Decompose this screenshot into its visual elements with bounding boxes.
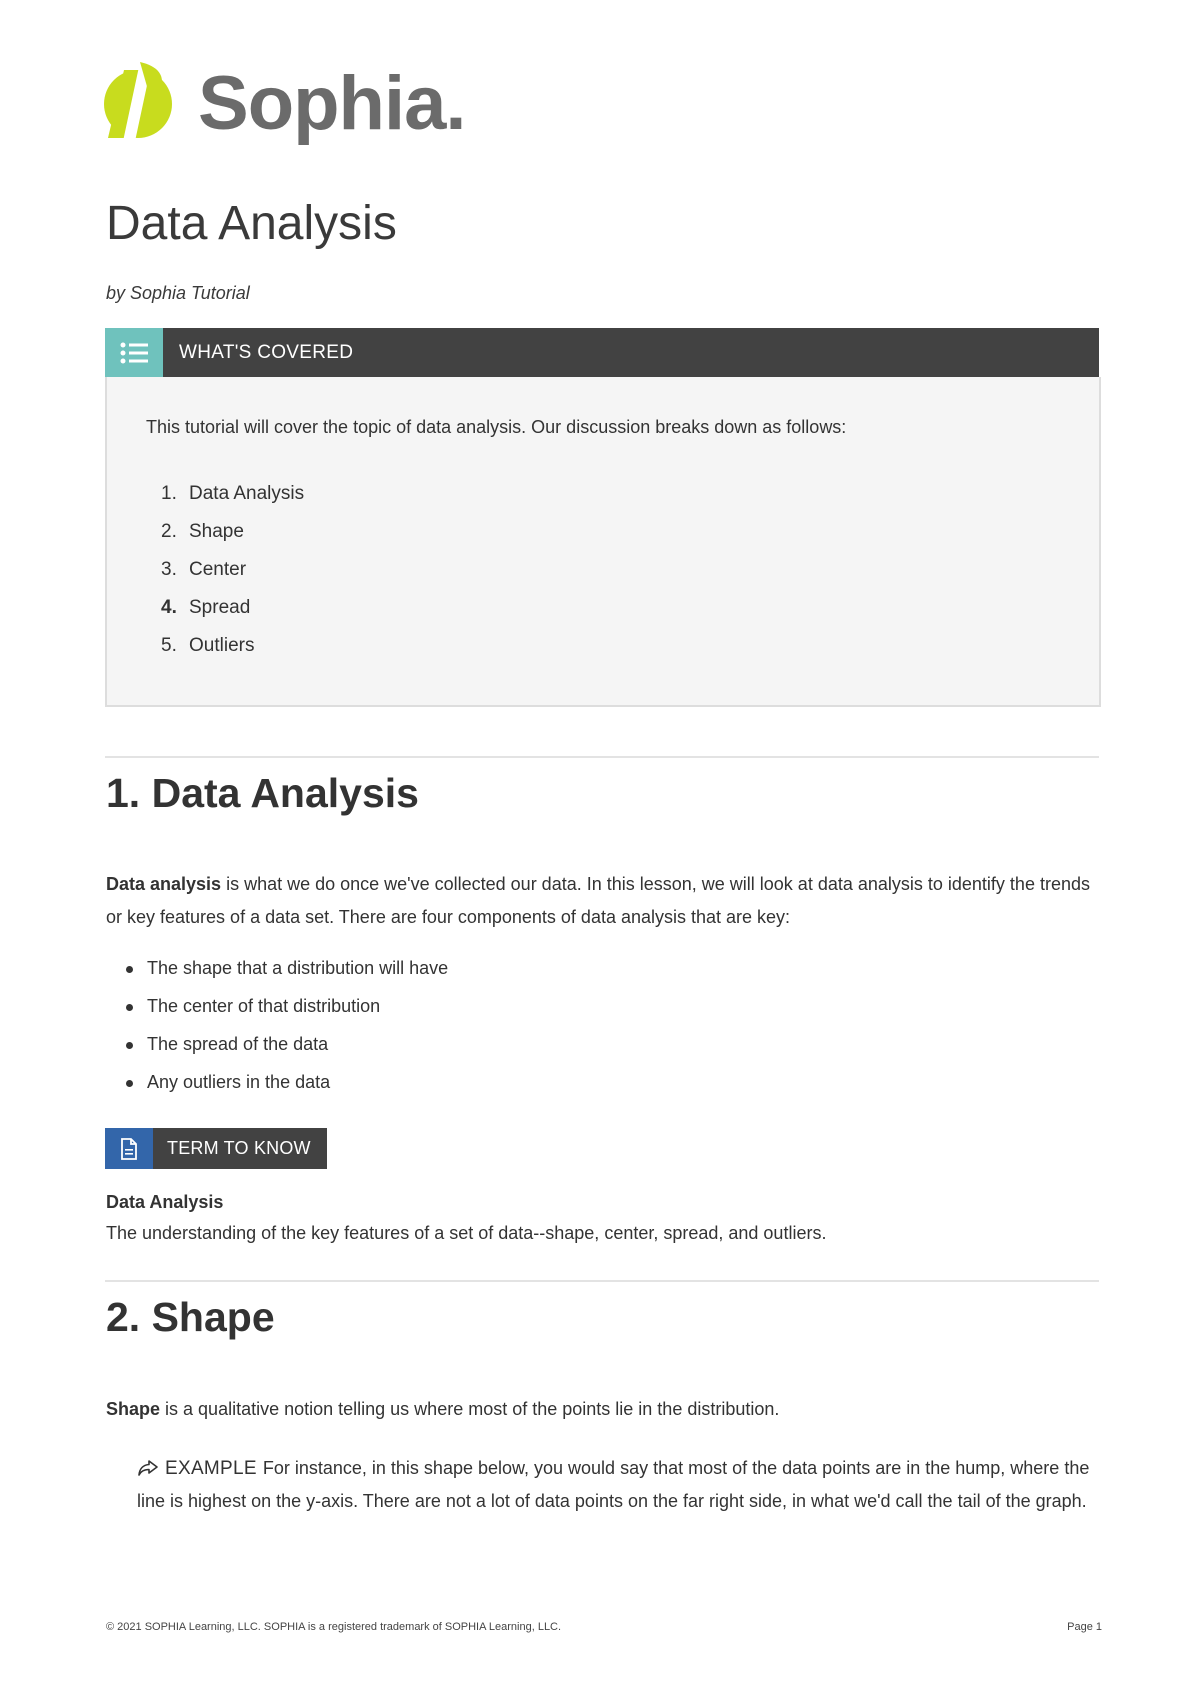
list-icon: [120, 342, 148, 364]
page-number: Page 1: [1067, 1621, 1102, 1633]
section2-intro: Shape is a qualitative notion telling us where most of the points lie in the distribution.: [106, 1399, 780, 1419]
sophia-mark-icon: [100, 52, 176, 156]
list-item: 3. Center: [161, 559, 247, 580]
document-icon: [120, 1138, 138, 1160]
list-item: 4. Spread: [161, 597, 251, 618]
list-item: The center of that distribution: [126, 996, 448, 1034]
document-icon-box: [105, 1128, 153, 1169]
whats-covered-header: [105, 328, 1099, 377]
footer-copyright: © 2021 SOPHIA Learning, LLC. SOPHIA is a registered trademark of SOPHIA Learning, LLC.: [106, 1621, 562, 1633]
list-item: The spread of the data: [126, 1034, 448, 1072]
section-divider: [105, 1280, 1099, 1282]
example-block: [137, 1452, 1103, 1518]
covered-intro: This tutorial will cover the topic of data analysis. Our discussion breaks down as follows:: [146, 417, 847, 437]
section-title-shape: 2. Shape: [106, 1294, 275, 1340]
list-item: Any outliers in the data: [126, 1072, 448, 1110]
whats-covered-title: WHAT'S COVERED: [179, 341, 354, 363]
term-to-know-label: TERM TO KNOW: [167, 1138, 311, 1158]
term-highlight: Shape: [106, 1399, 161, 1419]
section1-intro: Data analysis is what we do once we've collected our data. In this lesson, we will look at data analysis to identify the trends or key features of a data set. There are four components of data analysis that are key:: [106, 874, 1090, 927]
section-title-data-analysis: 1. Data Analysis: [106, 770, 419, 816]
sophia-logo: [100, 52, 465, 156]
section-divider: [105, 756, 1099, 758]
term-to-know-badge: [105, 1128, 327, 1169]
example-text: For instance, in this shape below, you would say that most of the data points are in the hump, where the line is highest on the y-axis. There are not a lot of data points on the far right side, in what we'd call the tail of the graph.: [137, 1458, 1090, 1511]
byline: by Sophia Tutorial: [106, 283, 250, 303]
example-tag: EXAMPLE: [165, 1458, 257, 1479]
term-definition: The understanding of the key features of a set of data--shape, center, spread, and outliers.: [106, 1223, 827, 1243]
term-name: Data Analysis: [106, 1192, 224, 1212]
term-highlight: Data analysis: [106, 874, 222, 894]
list-item: The shape that a distribution will have: [126, 958, 448, 996]
covered-list: [161, 483, 304, 673]
whats-covered-box: [105, 377, 1101, 707]
list-item: 2. Shape: [161, 521, 244, 542]
share-arrow-icon: [137, 1459, 159, 1477]
logo-wordmark: Sophia.: [198, 61, 466, 146]
components-list: [126, 958, 448, 1110]
document-title: Data Analysis: [106, 197, 397, 250]
list-item: 5. Outliers: [161, 635, 255, 656]
list-icon-box: [105, 328, 163, 377]
list-item: 1. Data Analysis: [161, 483, 305, 504]
